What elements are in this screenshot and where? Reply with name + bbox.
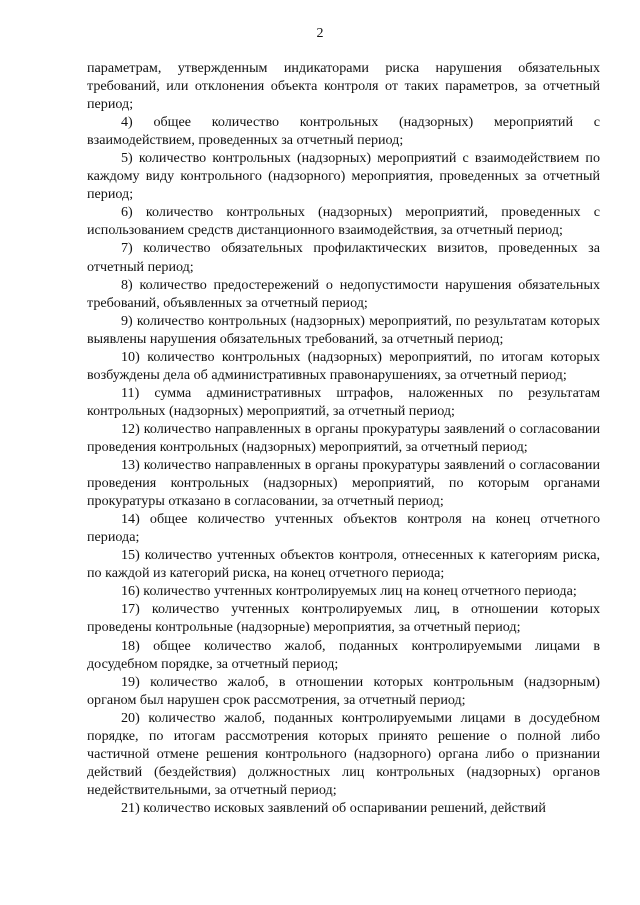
list-item-9: 9) количество контрольных (надзорных) мероприятий, по результатам которых выявлены нарушения обязательных требований, за отчетный период; <box>87 312 600 347</box>
list-item-10: 10) количество контрольных (надзорных) мероприятий, по итогам которых возбуждены дела об административных правонарушениях, за отчетный период; <box>87 348 600 383</box>
list-item-15: 15) количество учтенных объектов контроля, отнесенных к категориям риска, по каждой из категорий риска, на конец отчетного периода; <box>87 547 600 582</box>
list-item-21: 21) количество исковых заявлений об оспаривании решений, действий <box>121 799 546 816</box>
list-item-11: 11) сумма административных штрафов, наложенных по результатам контрольных (надзорных) мероприятий, за отчетный период; <box>87 384 600 419</box>
list-item-18: 18) общее количество жалоб, поданных контролируемыми лицами в досудебном порядке, за отчетный период; <box>87 637 600 672</box>
list-item-8: 8) количество предостережений о недопустимости нарушения обязательных требований, объявленных за отчетный период; <box>87 276 600 311</box>
page-number: 2 <box>316 26 324 41</box>
list-item-4: 4) общее количество контрольных (надзорных) мероприятий с взаимодействием, проведенных за отчетный период; <box>87 114 600 149</box>
list-item-19: 19) количество жалоб, в отношении которых контрольным (надзорным) органом был нарушен срок рассмотрения, за отчетный период; <box>87 673 600 708</box>
list-item-6: 6) количество контрольных (надзорных) мероприятий, проведенных с использованием средств дистанционного взаимодействия, за отчетный период; <box>87 204 600 239</box>
list-item-14: 14) общее количество учтенных объектов контроля на конец отчетного периода; <box>87 511 600 546</box>
document-body <box>87 59 600 817</box>
list-item-7: 7) количество обязательных профилактических визитов, проведенных за отчетный период; <box>87 240 600 275</box>
list-item-16: 16) количество учтенных контролируемых лиц на конец отчетного периода; <box>121 583 577 600</box>
paragraph-continuation: параметрам, утвержденным индикаторами риска нарушения обязательных требований, или отклонения объекта контроля от таких параметров, за отчетный период; <box>87 60 600 113</box>
list-item-20: 20) количество жалоб, поданных контролируемыми лицами в досудебном порядке, по итогам рассмотрения которых принято решение о полной либо частичной отмене решения контрольного (надзорного) органа либо о признании действий (бездействия) должностных лиц контрольных (надзорных) органов недействительными, за отчетный период; <box>87 709 600 798</box>
list-item-13: 13) количество направленных в органы прокуратуры заявлений о согласовании проведения контрольных (надзорных) мероприятий, по которым органами прокуратуры отказано в согласовании, за отчетный период; <box>87 457 600 510</box>
list-item-17: 17) количество учтенных контролируемых лиц, в отношении которых проведены контрольные (надзорные) мероприятия, за отчетный период; <box>87 601 600 636</box>
list-item-12: 12) количество направленных в органы прокуратуры заявлений о согласовании проведения контрольных (надзорных) мероприятий, за отчетный период; <box>87 420 600 455</box>
list-item-5: 5) количество контрольных (надзорных) мероприятий с взаимодействием по каждому виду контрольного (надзорного) мероприятия, проведенных за отчетный период; <box>87 150 600 203</box>
